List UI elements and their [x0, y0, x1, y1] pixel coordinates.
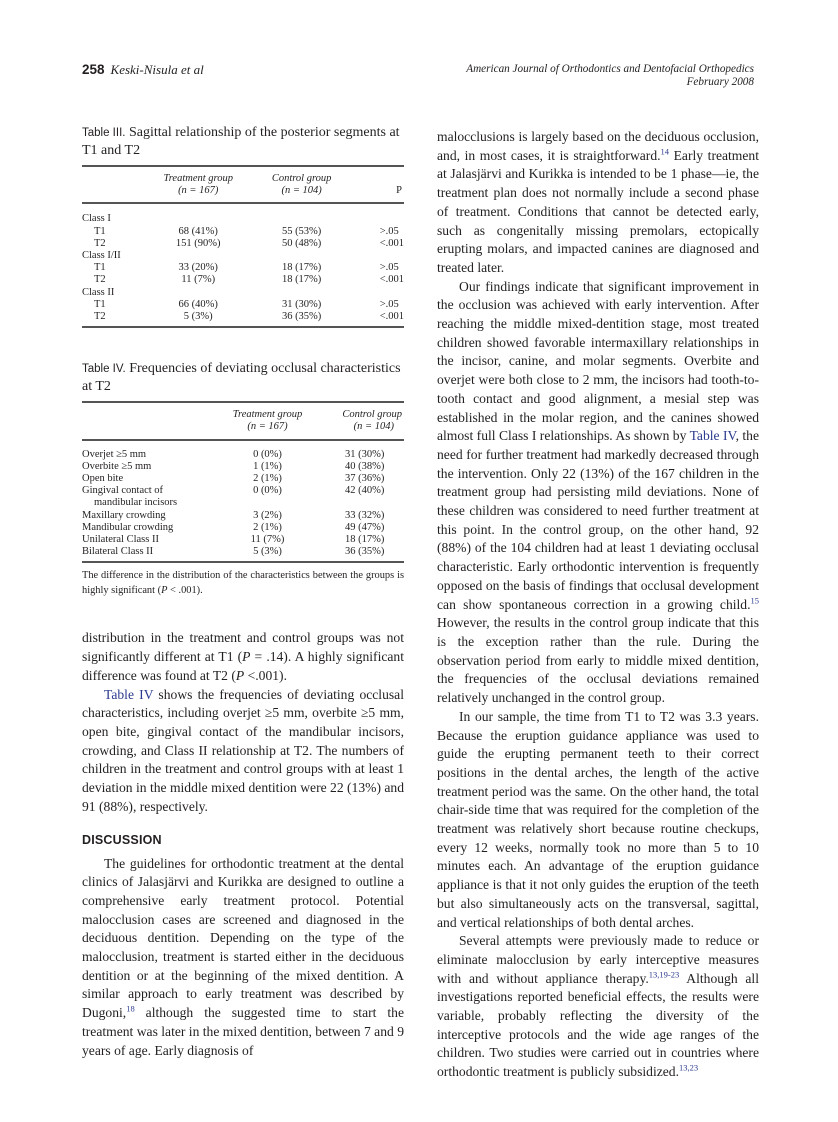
table4-col-control: Control group (n = 104) — [342, 409, 402, 433]
running-authors: Keski-Nisula et al — [110, 62, 204, 77]
running-header-right — [466, 63, 754, 89]
citation-link[interactable]: 13,23 — [679, 1062, 699, 1073]
table4-title: Frequencies of deviating occlusal characteristics at T2 — [82, 361, 401, 395]
citation-link[interactable]: 13,19-23 — [648, 969, 680, 980]
table-row: Mandibular crowding 2 (1%) 49 (47%) — [82, 521, 385, 533]
table-row: T2 151 (90%) 50 (48%) <.001 — [94, 237, 404, 249]
table-row: T1 66 (40%) 31 (30%) >.05 — [94, 298, 399, 310]
running-header-left — [82, 62, 204, 78]
table-row: Overjet ≥5 mm 0 (0%) 31 (30%) — [82, 448, 385, 460]
table3-col-p: P — [396, 185, 402, 197]
paragraph: Table IV shows the frequencies of deviating occlusal characteristics, including overjet ≥5 mm, overbite ≥5 mm, open bite, gingival contact of the mandibular incisors, crowding, and Class II relationship at T2. The numbers of children in the treatment and control groups with at least 1 deviation in the middle mixed dentition were 22 (13%) and 91 (88%), respectively. — [82, 686, 405, 814]
right-column — [437, 128, 759, 1082]
paragraph: The guidelines for orthodontic treatment at the dental clinics of Jalasjärvi and Kurikka are designed to outline a comprehensive early treatment protocol. Potential malocclusion cases are screened and diagnosed in the deciduous dentition. Depending on the type of the malocclusion, treatment is started either in the deciduous dentition or at the beginning of the mixed dentition. A similar approach to early treatment was described by Dugoni,$^{18}$ although the suggested time to start the treatment was later in the mixed dentition, between 7 and 9 years of age. Early diagnosis of — [82, 855, 404, 1058]
table-row: T2 5 (3%) 36 (35%) <.001 — [94, 311, 404, 323]
table3-section: Class II — [82, 286, 115, 298]
table3-section: Class I — [82, 213, 111, 225]
table3-col-treatment: Treatment group (n = 167) — [163, 173, 233, 197]
page-number: 258 — [82, 62, 105, 77]
paragraph: In our sample, the time from T1 to T2 was 3.3 years. Because the eruption guidance appliance was used to guide the erupting permanent teeth to their correct positions in the dental arches, the length of the active treatment period was the same. On the other hand, the total chair-side time that was required for the completion of the treatment was relatively short because routine checkups, every 12 weeks, normally took no more than 5 to 10 minutes each. An advantage of the eruption guidance appliance is that it not only guides the eruption of the teeth but also simultaneously acts on the transversal, sagittal, and vertical relationships of both dental arches. — [437, 708, 759, 930]
table-row: Open bite 2 (1%) 37 (36%) — [82, 473, 385, 485]
table3-col-control: Control group (n = 104) — [271, 173, 332, 197]
table3-caption — [82, 124, 404, 159]
left-column — [82, 124, 404, 1060]
table-row: Maxillary crowding 3 (2%) 33 (32%) — [82, 509, 385, 521]
table4-link[interactable]: Table IV — [689, 428, 736, 444]
paragraph: malocclusions is largely based on the deciduous occlusion, and, in most cases, it is straightforward.$^{14}$ Early treatment at Jalasjärvi and Kurikka is intended to be 1 phase—ie, the treatment plan does not normally include a second phase of treatment. Conditions that cannot be detected early, such as congenitally missing premolars, ectopically erupting molars, and impacted canines are diagnosed and treated later. — [437, 129, 759, 275]
table3 — [82, 165, 404, 328]
table4-col-treatment: Treatment group (n = 167) — [232, 409, 303, 433]
table-row: Bilateral Class II 5 (3%) 36 (35%) — [82, 546, 385, 558]
table3-section: Class I/II — [82, 250, 121, 262]
section-heading-discussion: DISCUSSION — [82, 832, 162, 847]
table4 — [82, 401, 404, 563]
paragraph: Our findings indicate that significant improvement in the occlusion was achieved with early intervention. After reaching the middle mixed-dentition stage, most treated children showed favorable intermaxillary relationships in the incisor, canine, and molar segments. Overbite and overjet were both close to 2 mm, the incisors had tooth-to-tooth contact and good alignment, a mesial step was established in the molar region, and the canines showed almost full Class I relationships. As shown by Table IV, the need for further treatment had markedly decreased through the intervention. Only 22 (13%) of the 167 children in the treatment group had persisting mild deviations. None of these children was considered to need further treatment at this point. In the control group, on the other hand, 92 (88%) of the 104 children had at least 1 deviating occlusal characteristic. Early orthodontic intervention is frequently opposed on the basis of findings that occlusal development can show spontaneous correction in a growing child.$^{15}$ However, the results in the control group indicate that this is the exception rather than the rule. During the observation period from early to middle mixed dentition, the frequencies of the occlusal deviations remained relatively unchanged in the control group. — [437, 278, 760, 706]
table-row: T2 11 (7%) 18 (17%) <.001 — [94, 274, 404, 286]
paragraph: distribution in the treatment and control groups was not significantly different at T1 (P = .14). A highly significant difference was found at T2 (P <.001). — [82, 630, 404, 683]
table-row: Unilateral Class II 11 (7%) 18 (17%) — [82, 534, 385, 546]
table-row: Overbite ≥5 mm 1 (1%) 40 (38%) — [82, 460, 385, 472]
table-row: T1 68 (41%) 55 (53%) >.05 — [94, 225, 399, 237]
journal-name: American Journal of Orthodontics and Dentofacial Orthopedics — [466, 63, 754, 75]
table3-title: Sagittal relationship of the posterior segments at T1 and T2 — [82, 125, 400, 158]
paragraph: Several attempts were previously made to reduce or eliminate malocclusion by early interceptive measures with and without appliance therapy.$^{13,19-23}$ Although all investigations reported beneficial effects, the results were variable, probably reflecting the diversity of the interceptive protocols and the wide age ranges of the children. Two studies were carried out in countries where orthodontic treatment is publicly subsidized.$^{13,23}$ — [437, 933, 759, 1080]
table4-footnote: The difference in the distribution of the characteristics between the groups is highly significant (P < .001). — [82, 570, 404, 597]
table3-label: Table III. — [82, 127, 126, 139]
table4-link[interactable]: Table IV — [104, 686, 154, 702]
table4-label: Table IV. — [82, 363, 126, 376]
citation-link[interactable]: 14 — [660, 146, 670, 157]
issue-date: February 2008 — [686, 76, 754, 88]
table-row: Gingival contact of mandibular incisors 0 (0%) 42 (40%) — [82, 485, 385, 509]
citation-link[interactable]: 15 — [750, 595, 759, 606]
table-row: T1 33 (20%) 18 (17%) >.05 — [94, 262, 399, 274]
table4-caption — [82, 360, 404, 395]
citation-link[interactable]: 18 — [126, 1003, 135, 1014]
